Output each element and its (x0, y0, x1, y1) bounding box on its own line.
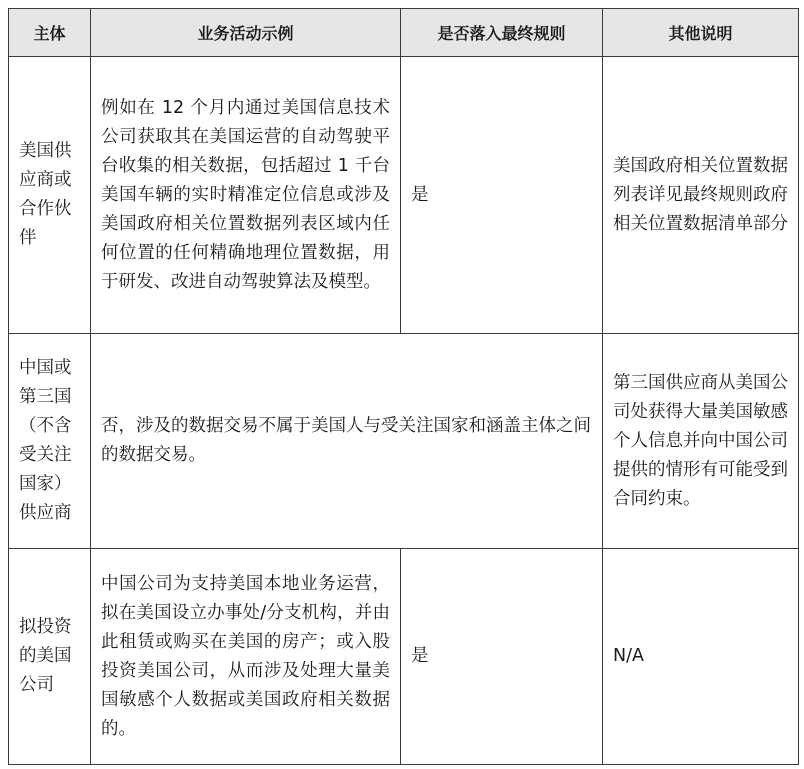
cell-subject: 美国供应商或合作伙伴 (9, 57, 91, 334)
table-row (9, 549, 799, 765)
header-activity-example: 业务活动示例 (91, 9, 401, 57)
cell-activity: 例如在 12 个月内通过美国信息技术公司获取其在美国运营的自动驾驶平台收集的相关数据，包括超过 1 千台美国车辆的实时精准定位信息或涉及美国政府相关位置数据列表区域内任何位置的任何精确地理位置数据，用于研发、改进自动驾驶算法及模型。 (91, 57, 401, 334)
cell-applies: 是 (401, 549, 603, 765)
cell-notes: 第三国供应商从美国公司处获得大量美国敏感个人信息并向中国公司提供的情形有可能受到合同约束。 (603, 334, 799, 549)
header-other-notes: 其他说明 (603, 9, 799, 57)
cell-activity: 中国公司为支持美国本地业务运营，拟在美国设立办事处/分支机构，并由此租赁或购买在美国的房产；或入股投资美国公司，从而涉及处理大量美国敏感个人数据或美国政府相关数据的。 (91, 549, 401, 765)
cell-subject: 拟投资的美国公司 (9, 549, 91, 765)
cell-activity-applies-merged: 否，涉及的数据交易不属于美国人与受关注国家和涵盖主体之间的数据交易。 (91, 334, 603, 549)
header-applies-final-rule: 是否落入最终规则 (401, 9, 603, 57)
cell-applies: 是 (401, 57, 603, 334)
cell-notes: N/A (603, 549, 799, 765)
table-row (9, 334, 799, 549)
header-subject: 主体 (9, 9, 91, 57)
header-row (9, 9, 799, 57)
regulation-table (8, 8, 799, 765)
cell-subject: 中国或第三国（不含受关注国家）供应商 (9, 334, 91, 549)
cell-notes: 美国政府相关位置数据列表详见最终规则政府相关位置数据清单部分 (603, 57, 799, 334)
table-row (9, 57, 799, 334)
